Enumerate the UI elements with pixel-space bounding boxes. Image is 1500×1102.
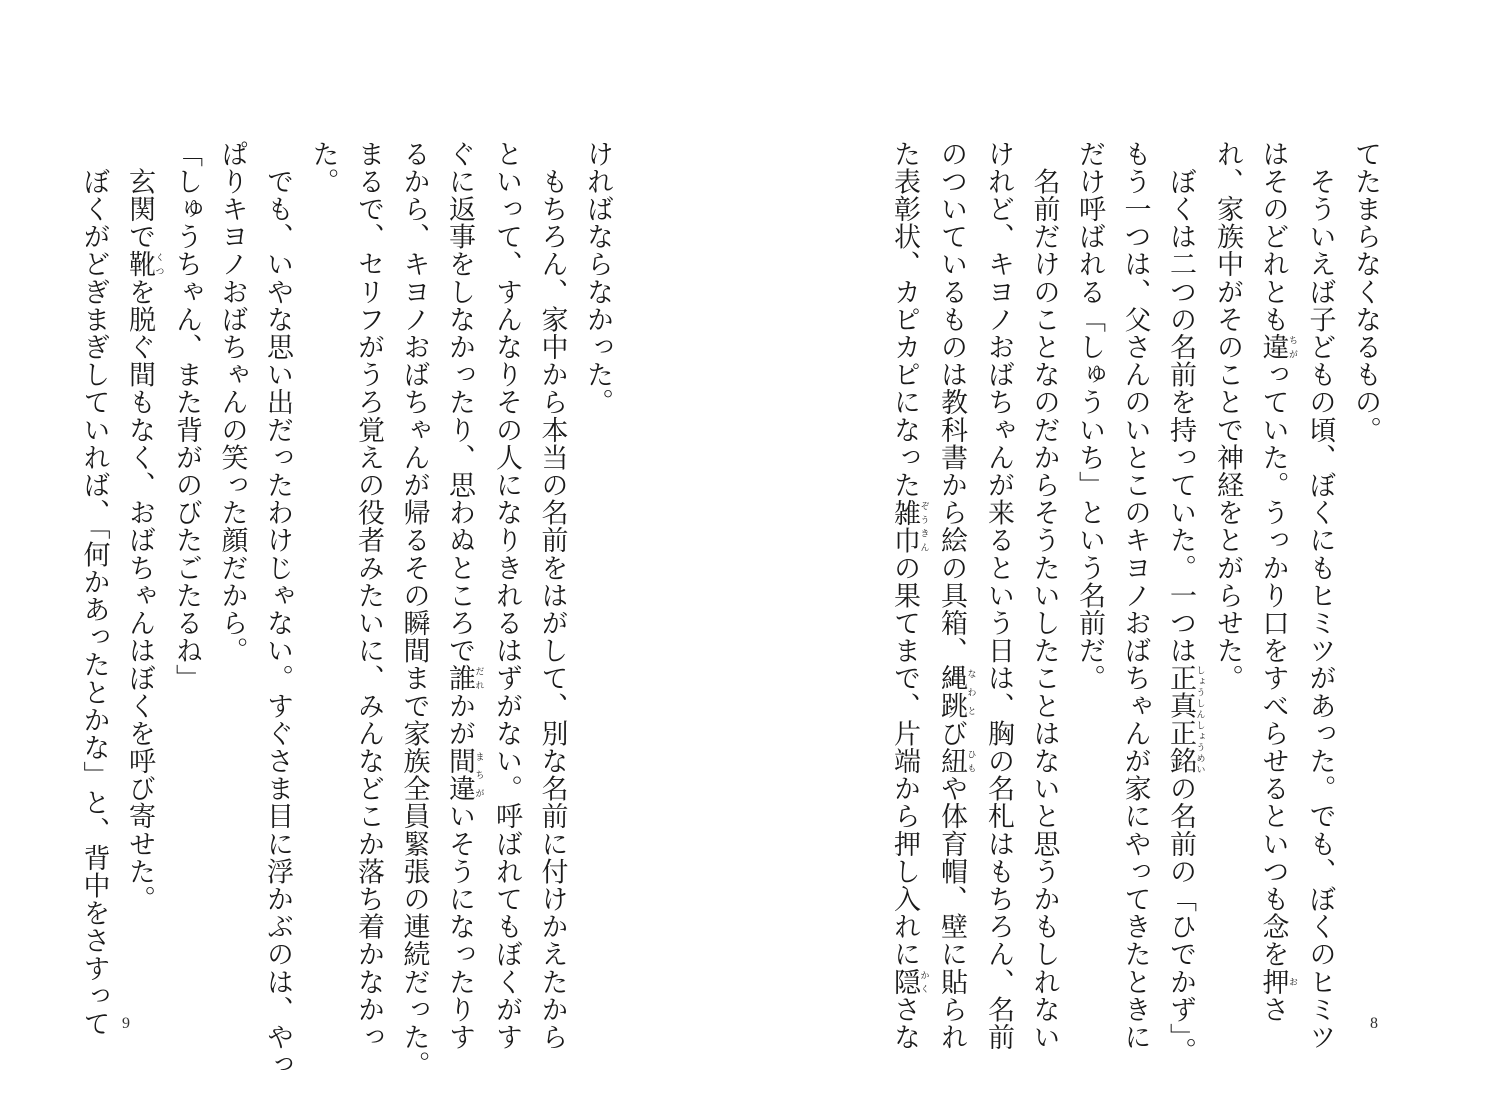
text-line: はそのどれとも違ちがっていた。うっかり口をすべらせるといつも念を押おさ: [1257, 140, 1297, 1024]
ruby-annotation: 紐ひも: [936, 747, 976, 775]
text-line: だけ呼ばれる「しゅういち」という名前だ。: [1074, 140, 1105, 692]
text-line: ければならなかった。: [582, 140, 613, 416]
text-line: 「しゅうちゃん、また背がのびたごたるね」: [171, 140, 202, 692]
text-line: 玄関で靴くつを脱ぐ間もなく、おばちゃんはぼくを呼び寄せた。: [124, 140, 164, 913]
ruby-annotation: 隠かく: [889, 968, 929, 996]
text-line: るから、キヨノおばちゃんが帰るその瞬間まで家族全員緊張の連続だった。: [398, 140, 430, 1079]
ruby-annotation: 間違まちが: [444, 747, 484, 803]
text-line: た。: [307, 140, 339, 196]
text-line: 名前だけのことなのだからそうたいしたことはないと思うかもしれない: [1028, 140, 1060, 1051]
ruby-annotation: 誰だれ: [444, 664, 484, 693]
text-line: でも、いやな思い出だったわけじゃない。すぐさま目に浮かぶのは、やっ: [262, 140, 293, 1079]
left-page-text: [71, 140, 620, 1079]
text-line: もう一つは、父さんのいとこのキヨノおばちゃんが家にやってきたときに: [1119, 140, 1151, 1051]
text-line: けれど、キヨノおばちゃんが来るという日は、胸の名札はもちろん、名前: [983, 140, 1014, 1051]
text-line: ぐに返事をしなかったり、思わぬところで誰だれかが間違まちがいそうになったりす: [444, 140, 484, 1051]
right-page: [750, 0, 1500, 1102]
text-line: れ、家族中がそのことで神経をとがらせた。: [1212, 140, 1243, 692]
right-page-text: [882, 140, 1389, 1065]
text-line: そういえば子どもの頃、ぼくにもヒミツがあった。でも、ぼくのヒミツ: [1304, 140, 1336, 1051]
page-number: 9: [122, 1015, 130, 1032]
text-line: といって、すんなりその人になりきれるはずがない。呼ばれてもぼくがす: [491, 140, 522, 1051]
ruby-annotation: 雑巾ぞうきん: [889, 498, 929, 555]
text-line: た表彰状、カピカピになった雑巾ぞうきんの果てまで、片端から押し入れに隠かくさな: [889, 140, 929, 1051]
text-line: ぼくは二つの名前を持っていた。一つは正真正銘しょうしんしょうめいの名前の「ひでかず」。: [1165, 140, 1205, 1065]
ruby-annotation: 縄跳なわと: [936, 664, 976, 720]
text-line: のついているものは教科書から絵の具箱、縄跳なわとび紐ひもや体育帽、壁に貼られ: [936, 140, 976, 1051]
text-line: ぱりキヨノおばちゃんの笑った顔だから。: [216, 140, 248, 665]
ruby-annotation: 靴くつ: [124, 250, 164, 279]
ruby-annotation: 正真正銘しょうしんしょうめい: [1165, 664, 1205, 775]
text-line: まるで、セリフがうろ覚えの役者みたいに、みんなどこか落ち着かなかっ: [353, 140, 384, 1051]
ruby-annotation: 違ちが: [1257, 333, 1297, 361]
ruby-annotation: 押お: [1257, 968, 1297, 996]
text-line: もちろん、家中から本当の名前をはがして、別な名前に付けかえたから: [536, 140, 568, 1051]
page-number: 8: [1370, 1015, 1378, 1032]
text-line: てたまらなくなるもの。: [1350, 140, 1381, 444]
text-line: ぼくがどぎまぎしていれば、「何かあったとかな」と、背中をさすって: [78, 140, 110, 1038]
